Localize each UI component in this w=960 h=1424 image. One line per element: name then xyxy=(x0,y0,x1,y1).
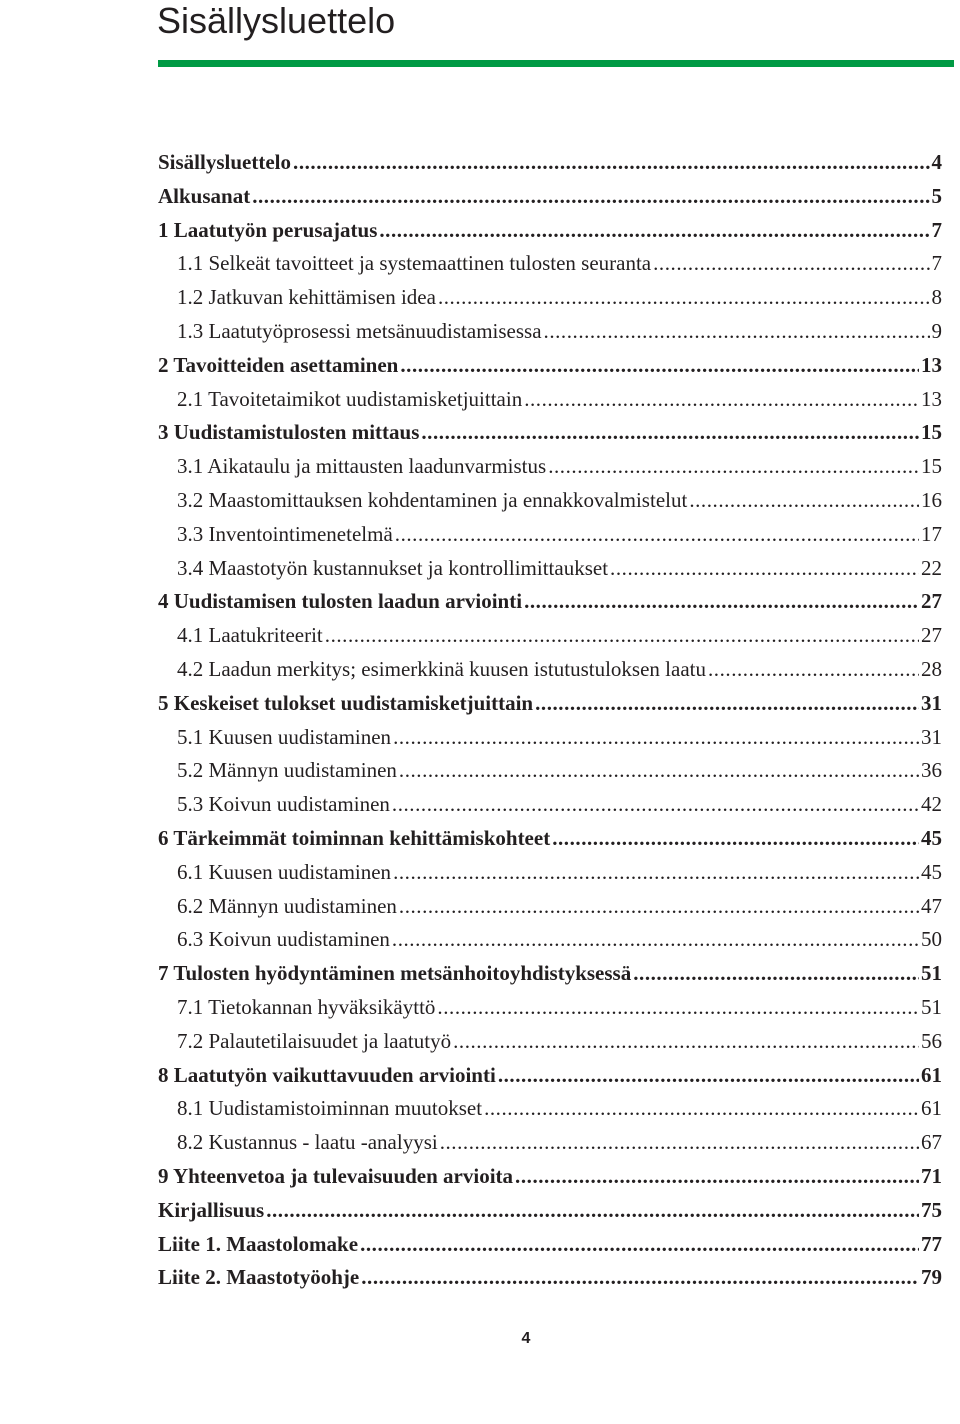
toc-entry-label: 1.1 Selkeät tavoitteet ja systemaattinen tulosten seuranta xyxy=(177,251,652,276)
toc-entry-label: 3.2 Maastomittauksen kohdentaminen ja ennakkovalmistelut xyxy=(177,487,688,512)
dot-leader xyxy=(484,1092,919,1126)
dot-leader xyxy=(535,687,919,721)
toc-entry-page-number: 13 xyxy=(921,352,942,377)
toc-entry-label: 7 Tulosten hyödyntäminen metsänhoitoyhdistyksessä xyxy=(158,961,632,986)
toc-entry[interactable] xyxy=(158,585,942,619)
toc-entry[interactable] xyxy=(158,1092,942,1126)
toc-entry[interactable] xyxy=(158,1025,942,1059)
toc-entry-page-number: 31 xyxy=(921,690,942,715)
dot-leader xyxy=(440,1126,919,1160)
toc-entry-label: Alkusanat xyxy=(158,183,251,208)
dot-leader xyxy=(552,822,919,856)
toc-entry-page-number: 61 xyxy=(921,1062,942,1087)
toc-entry[interactable] xyxy=(158,450,942,484)
dot-leader xyxy=(453,1025,919,1059)
dot-leader xyxy=(689,484,919,518)
dot-leader xyxy=(524,585,919,619)
toc-entry-label: 8 Laatutyön vaikuttavuuden arviointi xyxy=(158,1062,496,1087)
toc-entry[interactable] xyxy=(158,1160,942,1194)
dot-leader xyxy=(392,788,919,822)
dot-leader xyxy=(293,146,929,180)
toc-entry-page-number: 75 xyxy=(921,1197,942,1222)
toc-entry-label: Kirjallisuus xyxy=(158,1197,265,1222)
toc-entry-page-number: 77 xyxy=(921,1231,942,1256)
dot-leader xyxy=(610,552,919,586)
toc-entry-page-number: 71 xyxy=(921,1163,942,1188)
toc-entry[interactable] xyxy=(158,991,942,1025)
toc-entry[interactable] xyxy=(158,518,942,552)
toc-entry-label: Sisällysluettelo xyxy=(158,150,292,174)
dot-leader xyxy=(392,923,919,957)
dot-leader xyxy=(360,1228,919,1262)
toc-entry[interactable] xyxy=(158,214,942,248)
toc-entry-page-number: 8 xyxy=(931,285,942,310)
dot-leader xyxy=(400,349,919,383)
toc-entry-label: 7.1 Tietokannan hyväksikäyttö xyxy=(177,994,436,1019)
toc-entry-page-number: 31 xyxy=(921,724,942,749)
toc-entry-page-number: 7 xyxy=(931,217,942,242)
toc-entry[interactable] xyxy=(158,315,942,349)
toc-entry-page-number: 67 xyxy=(921,1130,942,1155)
toc-entry-label: 5.1 Kuusen uudistaminen xyxy=(177,724,392,749)
dot-leader xyxy=(361,1261,919,1295)
toc-entry[interactable] xyxy=(158,416,942,450)
toc-entry-label: 4 Uudistamisen tulosten laadun arviointi xyxy=(158,589,523,614)
dot-leader xyxy=(399,754,919,788)
table-of-contents xyxy=(158,146,942,1295)
dot-leader xyxy=(524,383,919,417)
dot-leader xyxy=(708,653,919,687)
toc-entry[interactable] xyxy=(158,788,942,822)
toc-entry[interactable] xyxy=(158,349,942,383)
toc-entry[interactable] xyxy=(158,1228,942,1262)
toc-entry-page-number: 45 xyxy=(921,859,942,884)
dot-leader xyxy=(421,416,919,450)
page-title: Sisällysluettelo xyxy=(157,0,396,41)
dot-leader xyxy=(633,957,919,991)
toc-entry[interactable] xyxy=(158,383,942,417)
toc-entry-label: Liite 1. Maastolomake xyxy=(158,1231,359,1256)
toc-entry-label: 3.3 Inventointimenetelmä xyxy=(177,521,393,546)
toc-entry-page-number: 13 xyxy=(921,386,942,411)
toc-entry-page-number: 4 xyxy=(931,150,942,174)
toc-entry-label: 6.1 Kuusen uudistaminen xyxy=(177,859,392,884)
toc-entry[interactable] xyxy=(158,1059,942,1093)
dot-leader xyxy=(266,1194,919,1228)
toc-entry-page-number: 5 xyxy=(931,183,942,208)
toc-entry-page-number: 45 xyxy=(921,825,942,850)
dot-leader xyxy=(498,1059,919,1093)
toc-entry-page-number: 7 xyxy=(931,251,942,276)
toc-entry[interactable] xyxy=(158,484,942,518)
toc-entry-page-number: 42 xyxy=(921,792,942,817)
dot-leader xyxy=(393,721,919,755)
toc-entry-label: 3 Uudistamistulosten mittaus xyxy=(158,420,420,445)
dot-leader xyxy=(393,856,919,890)
toc-entry-page-number: 51 xyxy=(921,994,942,1019)
dot-leader xyxy=(325,619,919,653)
toc-entry[interactable] xyxy=(158,1261,942,1295)
toc-entry[interactable] xyxy=(158,180,942,214)
toc-entry-label: 5.3 Koivun uudistaminen xyxy=(177,792,390,817)
toc-entry-page-number: 50 xyxy=(921,927,942,952)
dot-leader xyxy=(548,450,919,484)
toc-entry-label: 8.2 Kustannus - laatu -analyysi xyxy=(177,1130,438,1155)
dot-leader xyxy=(399,890,919,924)
toc-entry[interactable] xyxy=(158,856,942,890)
toc-entry-label: 9 Yhteenvetoa ja tulevaisuuden arvioita xyxy=(158,1163,514,1188)
toc-entry-label: 1.3 Laatutyöprosessi metsänuudistamisessa xyxy=(177,318,542,343)
toc-entry-label: 5.2 Männyn uudistaminen xyxy=(177,758,397,783)
dot-leader xyxy=(544,315,930,349)
toc-entry[interactable] xyxy=(158,619,942,653)
toc-entry-page-number: 27 xyxy=(921,623,942,648)
dot-leader xyxy=(438,281,930,315)
toc-entry[interactable] xyxy=(158,653,942,687)
toc-entry-label: 1.2 Jatkuvan kehittämisen idea xyxy=(177,285,436,310)
toc-entry-page-number: 27 xyxy=(921,589,942,614)
toc-entry[interactable] xyxy=(158,957,942,991)
toc-entry-page-number: 61 xyxy=(921,1096,942,1121)
toc-entry-label: 1 Laatutyön perusajatus xyxy=(158,217,378,242)
toc-entry-label: 6.3 Koivun uudistaminen xyxy=(177,927,390,952)
toc-entry[interactable] xyxy=(158,146,942,180)
toc-entry-label: 7.2 Palautetilaisuudet ja laatutyö xyxy=(177,1028,452,1053)
toc-entry[interactable] xyxy=(158,247,942,281)
toc-entry-page-number: 47 xyxy=(921,893,942,918)
dot-leader xyxy=(379,214,929,248)
toc-entry-page-number: 9 xyxy=(931,318,942,343)
dot-leader xyxy=(252,180,929,214)
toc-entry[interactable] xyxy=(158,890,942,924)
toc-entry[interactable] xyxy=(158,552,942,586)
dot-leader xyxy=(395,518,919,552)
title-divider xyxy=(158,60,954,67)
dot-leader xyxy=(653,247,929,281)
toc-entry-label: 3.1 Aikataulu ja mittausten laadunvarmistus xyxy=(177,454,547,479)
toc-entry-page-number: 17 xyxy=(921,521,942,546)
toc-entry-page-number: 16 xyxy=(921,487,942,512)
toc-entry-page-number: 15 xyxy=(921,454,942,479)
toc-entry-page-number: 79 xyxy=(921,1265,942,1290)
page-number: 4 xyxy=(521,1330,531,1347)
toc-entry-page-number: 28 xyxy=(921,656,942,681)
toc-entry-label: 8.1 Uudistamistoiminnan muutokset xyxy=(177,1096,483,1121)
toc-entry-label: 2.1 Tavoitetaimikot uudistamisketjuittain xyxy=(177,386,523,411)
toc-entry-label: 6.2 Männyn uudistaminen xyxy=(177,893,397,918)
toc-entry-label: 4.1 Laatukriteerit xyxy=(177,623,323,648)
toc-entry-label: 4.2 Laadun merkitys; esimerkkinä kuusen istutustuloksen laatu xyxy=(177,656,706,681)
toc-entry[interactable] xyxy=(158,281,942,315)
toc-entry[interactable] xyxy=(158,754,942,788)
toc-entry[interactable] xyxy=(158,923,942,957)
toc-entry[interactable] xyxy=(158,687,942,721)
toc-entry[interactable] xyxy=(158,721,942,755)
toc-entry-page-number: 36 xyxy=(921,758,942,783)
toc-entry[interactable] xyxy=(158,822,942,856)
toc-entry-page-number: 22 xyxy=(921,555,942,580)
toc-entry-page-number: 56 xyxy=(921,1028,942,1053)
toc-entry-label: 6 Tärkeimmät toiminnan kehittämiskohteet xyxy=(158,825,551,850)
toc-entry-label: Liite 2. Maastotyöohje xyxy=(158,1265,360,1290)
toc-entry-page-number: 51 xyxy=(921,961,942,986)
toc-entry-page-number: 15 xyxy=(921,420,942,445)
toc-entry-label: 3.4 Maastotyön kustannukset ja kontrollimittaukset xyxy=(177,555,609,580)
toc-entry[interactable] xyxy=(158,1194,942,1228)
toc-entry-label: 2 Tavoitteiden asettaminen xyxy=(158,352,399,377)
toc-entry-label: 5 Keskeiset tulokset uudistamisketjuittain xyxy=(158,690,534,715)
dot-leader xyxy=(437,991,919,1025)
dot-leader xyxy=(515,1160,919,1194)
toc-entry[interactable] xyxy=(158,1126,942,1160)
